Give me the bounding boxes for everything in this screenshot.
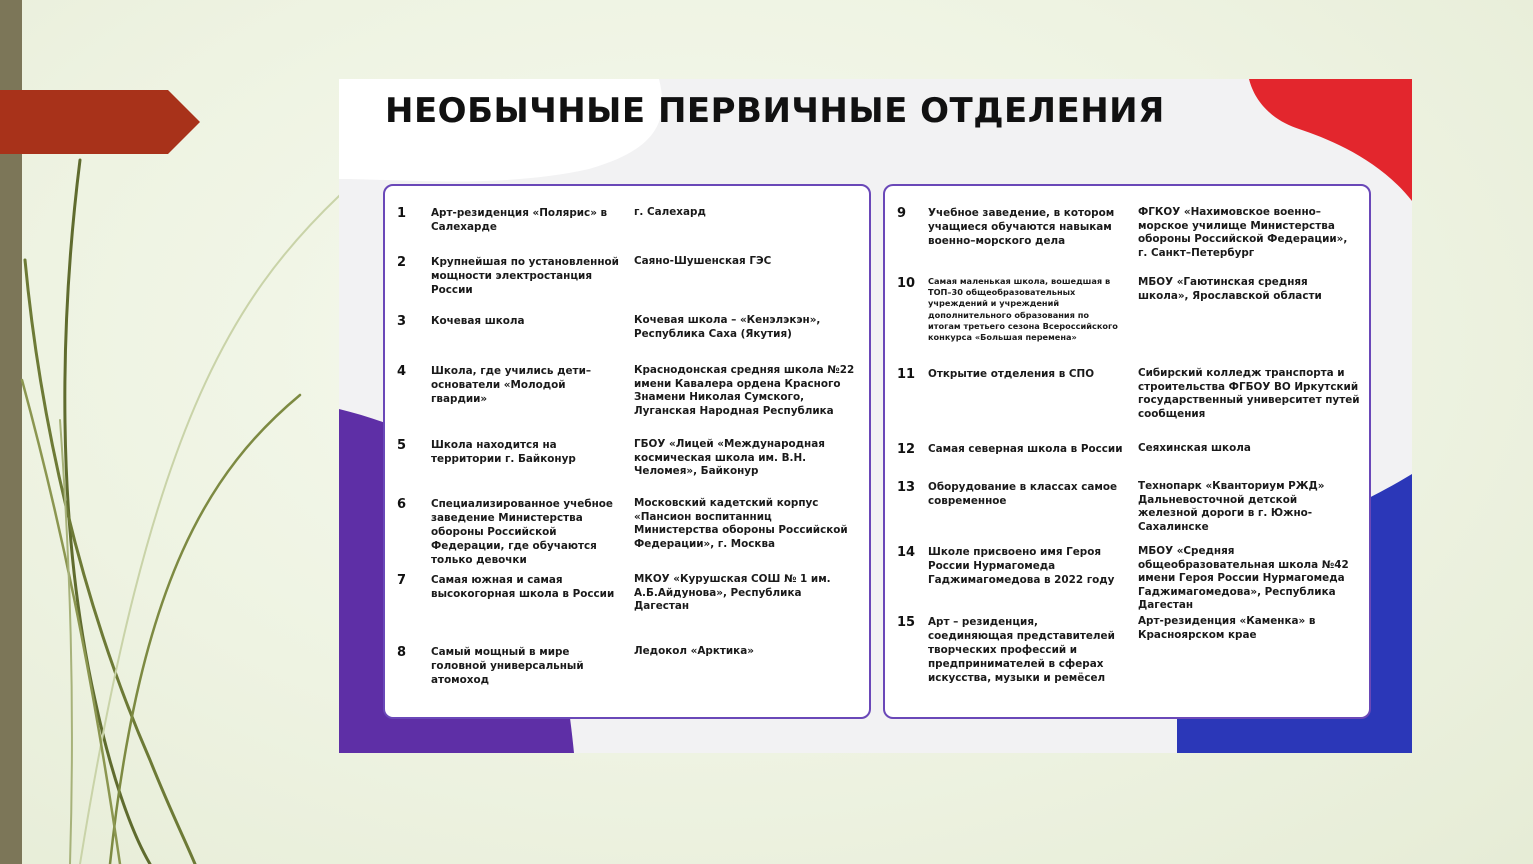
row-number: 13: [897, 480, 916, 495]
row-number: 5: [397, 438, 407, 453]
row-number: 11: [897, 367, 916, 382]
row-description: Самая маленькая школа, вошедшая в ТОП–30 общеобразовательных учреждений и учреждений дополнительного образования по итогам третьего сезона Всероссийского конкурса «Большая перемена»: [928, 276, 1118, 343]
row-number: 4: [397, 364, 407, 379]
page-title: НЕОБЫЧНЫЕ ПЕРВИЧНЫЕ ОТДЕЛЕНИЯ: [385, 91, 1165, 131]
row-institution: Сеяхинская школа: [1138, 442, 1251, 454]
row-description: Арт – резиденция, соединяющая представителей творческих профессий и предпринимателей в сферах искусства, музыки и ремёсел: [928, 616, 1115, 684]
row-institution: МБОУ «Гаютинская средняя школа», Ярославской области: [1138, 276, 1322, 302]
row-description: Арт-резиденция «Полярис» в Салехарде: [431, 207, 608, 233]
title-arrow-decoration: [0, 90, 200, 154]
row-description: Школе присвоено имя Героя России Нурмагомеда Гаджимагомедова в 2022 году: [928, 546, 1115, 586]
row-number: 10: [897, 276, 916, 291]
row-description: Учебное заведение, в котором учащиеся обучаются навыкам военно–морского дела: [928, 207, 1115, 247]
row-institution: г. Салехард: [634, 206, 706, 218]
row-description: Самая южная и самая высокогорная школа в России: [431, 574, 615, 600]
left-table-card: [383, 184, 871, 719]
row-number: 12: [897, 442, 916, 457]
row-description: Оборудование в классах самое современное: [928, 481, 1118, 507]
row-institution: МБОУ «Средняя общеобразовательная школа №42 имени Героя России Нурмагомеда Гаджимагомедова», Республика Дагестан: [1138, 545, 1349, 612]
row-number: 14: [897, 545, 916, 560]
row-description: Специализированное учебное заведение Министерства обороны Российской Федерации, где обучаются только девочки: [431, 498, 613, 566]
right-table-card: [883, 184, 1371, 719]
row-institution: Ледокол «Арктика»: [634, 645, 754, 657]
row-institution: Сибирский колледж транспорта и строительства ФГБОУ ВО Иркутский государственный университет путей сообщения: [1138, 367, 1360, 420]
row-institution: ГБОУ «Лицей «Международная космическая школа им. В.Н. Челомея», Байконур: [634, 438, 825, 478]
row-number: 6: [397, 497, 407, 512]
row-number: 3: [397, 314, 407, 329]
row-institution: Саяно-Шушенская ГЭС: [634, 255, 772, 267]
row-institution: Арт-резиденция «Каменка» в Красноярском крае: [1138, 615, 1316, 641]
row-institution: Московский кадетский корпус «Пансион воспитанниц Министерства обороны Российской Федерации», г. Москва: [634, 497, 848, 550]
row-number: 7: [397, 573, 407, 588]
row-institution: МКОУ «Курушская СОШ № 1 им. А.Б.Айдунова», Республика Дагестан: [634, 573, 831, 613]
row-institution: Кочевая школа – «Кенэлэкэн», Республика Саха (Якутия): [634, 314, 821, 340]
row-number: 2: [397, 255, 407, 270]
row-description: Школа, где учились дети–основатели «Молодой гвардии»: [431, 365, 592, 405]
row-institution: Краснодонская средняя школа №22 имени Кавалера ордена Красного Знамени Николая Сумского, Луганская Народная Республика: [634, 364, 855, 417]
row-description: Открытие отделения в СПО: [928, 368, 1095, 380]
row-institution: Технопарк «Кванториум РЖД» Дальневосточной детской железной дороги в г. Южно-Сахалинске: [1138, 480, 1325, 533]
row-description: Школа находится на территории г. Байконур: [431, 439, 576, 465]
row-description: Кочевая школа: [431, 315, 525, 327]
row-description: Самый мощный в мире головной универсальный атомоход: [431, 646, 584, 686]
row-description: Самая северная школа в России: [928, 443, 1123, 455]
row-description: Крупнейшая по установленной мощности электростанция России: [431, 256, 619, 296]
infographic-slide: [339, 79, 1412, 753]
row-institution: ФГКОУ «Нахимовское военно–морское училище Министерства обороны Российской Федерации», г. Санкт–Петербург: [1138, 206, 1348, 259]
row-number: 8: [397, 645, 407, 660]
row-number: 15: [897, 615, 916, 630]
row-number: 1: [397, 206, 407, 221]
row-number: 9: [897, 206, 907, 221]
